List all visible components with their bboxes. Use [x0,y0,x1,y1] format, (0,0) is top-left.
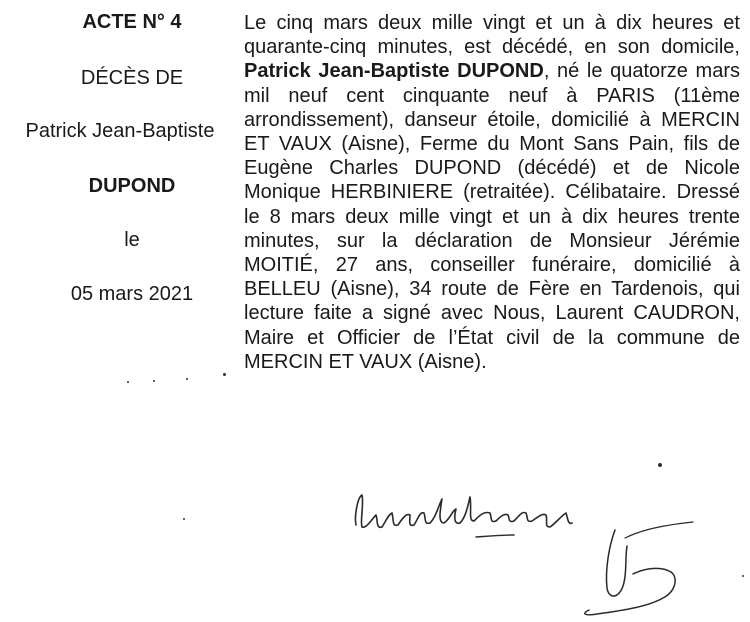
scan-speck [183,518,185,520]
body-text-part1: Le cinq mars deux mille vingt et un à dix heures et quarante-cinq minutes, est décédé, en son domicile, [244,12,740,59]
body-text-part2: , né le quatorze mars mil neuf cent cinquante neuf à PARIS (11ème arrondissement), danseur étoile, domicilié à MERCIN ET VAUX (Aisne), Ferme du Mont Sans Pain, fils de Eugène Charles DUPOND (décédé) et de Nicole Monique HERBINIERE (retraitée). Célibataire. Dressé le 8 mars deux mille vingt et un à dix heures trente minutes, sur la déclaration de Monsieur Jérémie MOITIÉ, 27 ans, conseiller funéraire, domicilié à BELLEU (Aisne), 34 route de Fère en Tardenois, qui lecture faite a signé avec Nous, Laurent CAUDRON, Maire et Officier de l’État civil de la commune de MERCIN ET VAUX (Aisne). [244,60,740,373]
deceased-surname: DUPOND [88,175,176,197]
acte-number: ACTE N° 4 [82,11,182,33]
scan-speck [153,380,155,382]
acte-date: 05 mars 2021 [70,283,194,305]
deceased-full-name: Patrick Jean-Baptiste DUPOND [244,60,544,83]
scan-speck [127,381,129,383]
scan-speck [223,373,226,376]
record-body-paragraph [244,11,740,374]
clerk-signature-image [350,475,590,555]
le-label: le [124,229,140,251]
mayor-signature-image [575,518,700,618]
scan-speck [658,463,662,467]
record-body [244,11,740,374]
deceased-given-names: Patrick Jean-Baptiste [25,120,215,142]
scan-speck [742,575,744,577]
record-header-column [0,0,240,622]
deces-label: DÉCÈS DE [80,67,184,89]
scan-speck [186,378,188,380]
